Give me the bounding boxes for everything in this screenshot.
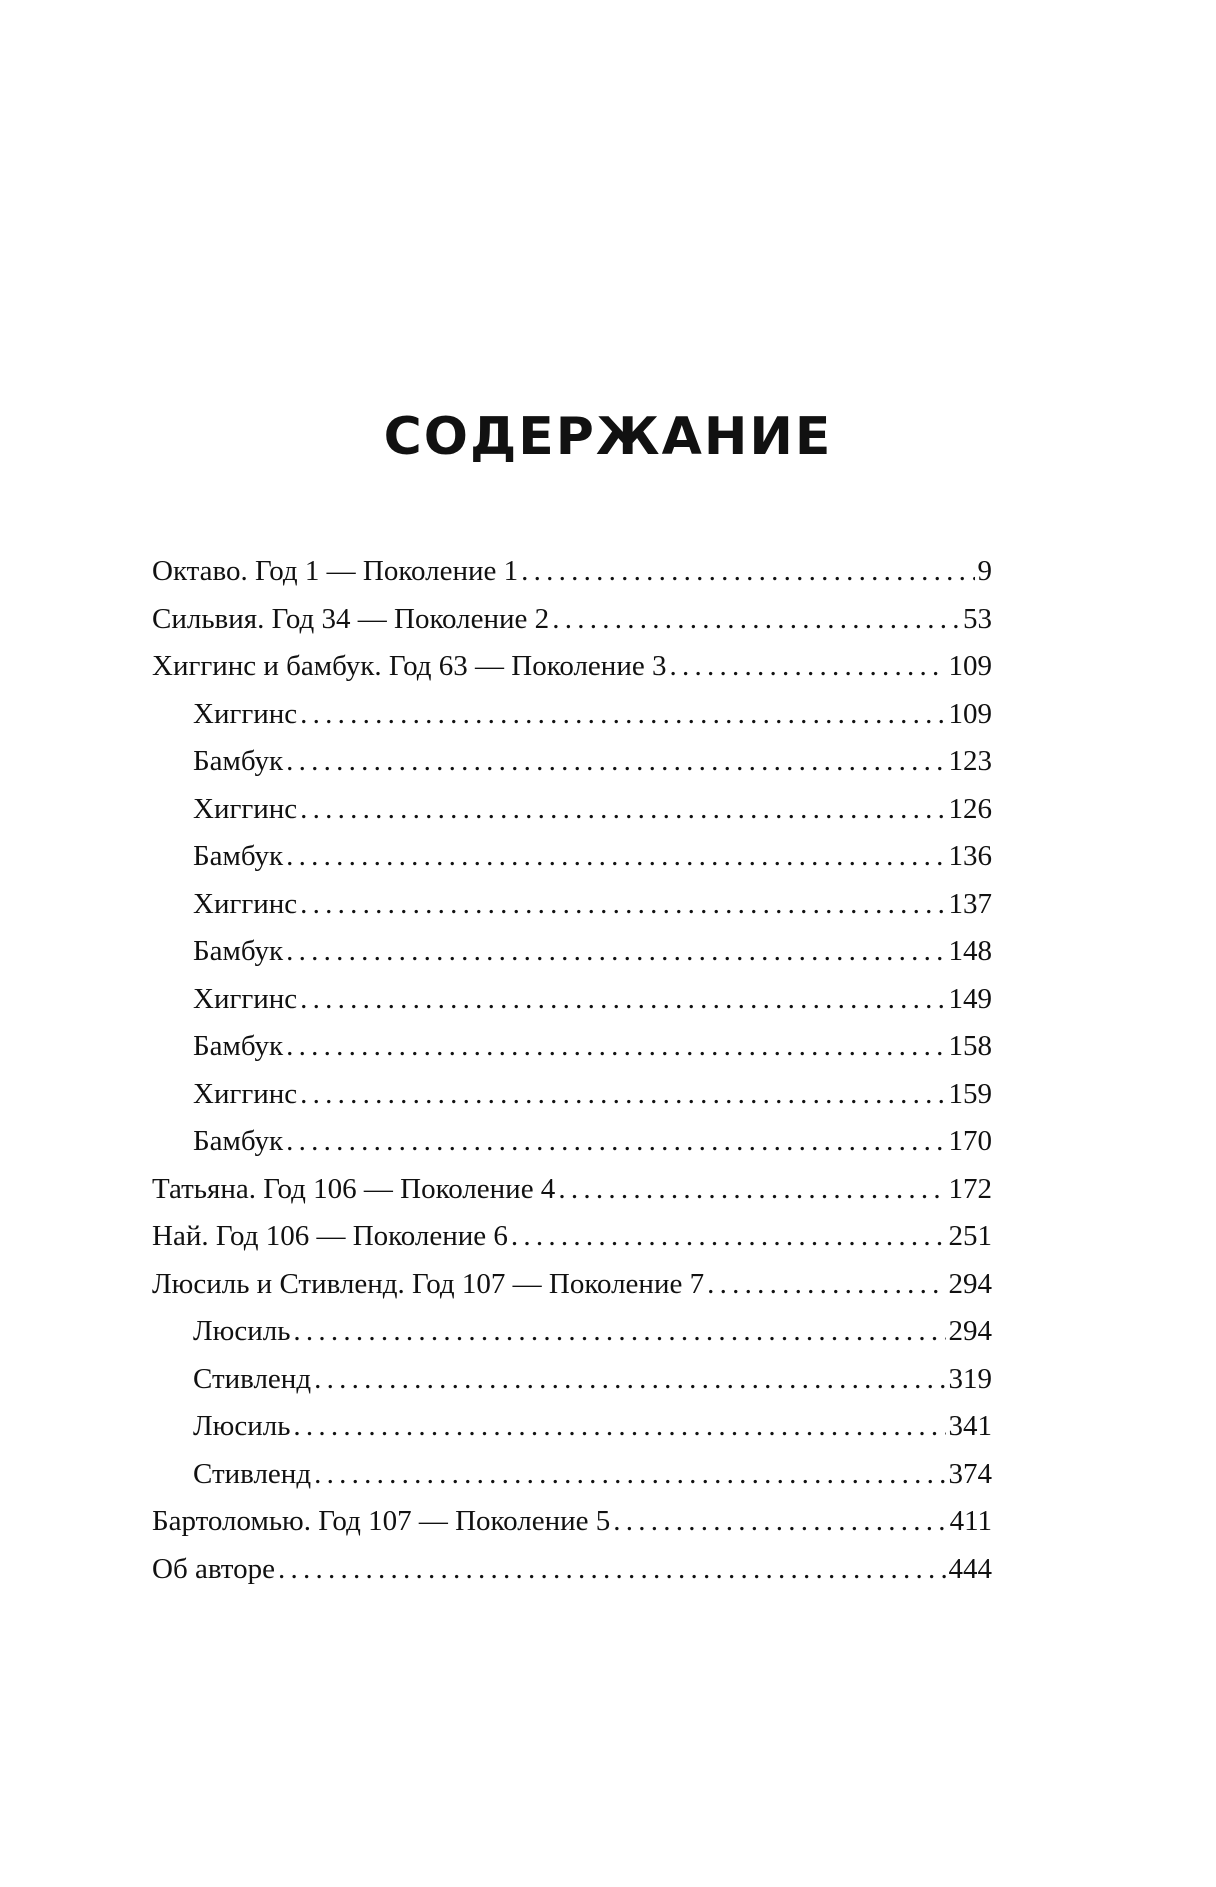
toc-leader-dots [314, 1356, 945, 1404]
toc-leader-dots [300, 786, 945, 834]
toc-page-number: 148 [948, 935, 992, 967]
toc-leader-dots [511, 1213, 946, 1261]
toc-page-number: 444 [948, 1552, 992, 1585]
toc-entry-label: Хиггинс и бамбук. Год 63 — Поколение 3 [152, 650, 667, 682]
toc-leader-dots [669, 643, 945, 691]
toc-entry[interactable] [152, 1498, 992, 1546]
toc-subentry[interactable] [152, 1118, 992, 1166]
toc-entry-label: Хиггинс [193, 792, 298, 825]
table-of-contents [152, 548, 992, 1593]
toc-subentry[interactable] [152, 881, 992, 929]
toc-entry-label: Стивленд [193, 1457, 312, 1490]
toc-entry-label: Бамбук [193, 935, 284, 967]
toc-entry[interactable] [152, 548, 992, 596]
toc-page-number: 9 [977, 555, 992, 587]
toc-entry[interactable] [152, 1546, 992, 1594]
toc-entry[interactable] [152, 596, 992, 644]
toc-leader-dots [558, 1166, 945, 1214]
toc-leader-dots [286, 1023, 945, 1071]
toc-entry-label: Октаво. Год 1 — Поколение 1 [152, 555, 519, 587]
toc-page-number: 137 [948, 887, 992, 920]
toc-leader-dots [613, 1498, 946, 1546]
toc-entry-label: Люсиль [193, 1315, 291, 1347]
toc-subentry[interactable] [152, 1023, 992, 1071]
toc-page-number: 159 [948, 1077, 992, 1110]
toc-entry-label: Най. Год 106 — Поколение 6 [152, 1220, 508, 1252]
toc-entry-label: Татьяна. Год 106 — Поколение 4 [152, 1172, 556, 1205]
toc-entry-label: Люсиль и Стивленд. Год 107 — Поколение 7 [152, 1267, 705, 1300]
toc-entry[interactable] [152, 1261, 992, 1309]
toc-leader-dots [300, 691, 945, 739]
toc-entry-label: Бамбук [193, 1030, 284, 1062]
toc-leader-dots [552, 596, 960, 644]
toc-page-number: 374 [948, 1457, 992, 1490]
toc-entry-label: Хиггинс [193, 697, 298, 730]
toc-entry-label: Сильвия. Год 34 — Поколение 2 [152, 602, 550, 635]
toc-entry-label: Бамбук [193, 840, 284, 872]
toc-subentry[interactable] [152, 1356, 992, 1404]
toc-entry-label: Хиггинс [193, 982, 298, 1015]
toc-page-number: 123 [948, 745, 992, 777]
toc-entry-label: Хиггинс [193, 1077, 298, 1110]
toc-leader-dots [293, 1308, 945, 1356]
toc-subentry[interactable] [152, 928, 992, 976]
toc-leader-dots [314, 1451, 945, 1499]
toc-leader-dots [286, 928, 945, 976]
toc-subentry[interactable] [152, 786, 992, 834]
toc-leader-dots [300, 976, 945, 1024]
toc-subentry[interactable] [152, 1403, 992, 1451]
toc-entry-label: Люсиль [193, 1410, 291, 1442]
toc-leader-dots [300, 881, 945, 929]
toc-subentry[interactable] [152, 738, 992, 786]
page-title: СОДЕРЖАНИЕ [383, 407, 833, 467]
toc-entry[interactable] [152, 1213, 992, 1261]
toc-leader-dots [286, 738, 945, 786]
toc-subentry[interactable] [152, 1451, 992, 1499]
toc-page-number: 294 [948, 1315, 992, 1347]
toc-leader-dots [293, 1403, 945, 1451]
toc-entry-label: Об авторе [152, 1552, 275, 1585]
toc-entry-label: Бамбук [193, 745, 284, 777]
toc-entry[interactable] [152, 643, 992, 691]
toc-page-number: 251 [948, 1220, 992, 1252]
toc-page-number: 109 [948, 650, 992, 682]
toc-entry-label: Хиггинс [193, 887, 298, 920]
toc-page-number: 126 [948, 792, 992, 825]
toc-entry-label: Бамбук [193, 1125, 284, 1157]
toc-leader-dots [286, 833, 945, 881]
toc-page-number: 319 [948, 1362, 992, 1395]
toc-leader-dots [707, 1261, 945, 1309]
toc-entry-label: Бартоломью. Год 107 — Поколение 5 [152, 1505, 611, 1537]
toc-leader-dots [278, 1546, 946, 1594]
toc-subentry[interactable] [152, 833, 992, 881]
toc-page-number: 172 [948, 1172, 992, 1205]
toc-page-number: 170 [948, 1125, 992, 1157]
toc-leader-dots [300, 1071, 945, 1119]
toc-entry[interactable] [152, 1166, 992, 1214]
toc-subentry[interactable] [152, 1308, 992, 1356]
toc-subentry[interactable] [152, 976, 992, 1024]
toc-page-number: 149 [948, 982, 992, 1015]
toc-subentry[interactable] [152, 1071, 992, 1119]
toc-leader-dots [521, 548, 974, 596]
toc-leader-dots [286, 1118, 945, 1166]
toc-page-number: 158 [948, 1030, 992, 1062]
toc-page-number: 53 [963, 602, 992, 635]
toc-page-number: 109 [948, 697, 992, 730]
toc-entry-label: Стивленд [193, 1362, 312, 1395]
toc-subentry[interactable] [152, 691, 992, 739]
toc-page-number: 411 [949, 1505, 992, 1537]
toc-page-number: 136 [948, 840, 992, 872]
toc-page-number: 294 [948, 1267, 992, 1300]
toc-page-number: 341 [948, 1410, 992, 1442]
